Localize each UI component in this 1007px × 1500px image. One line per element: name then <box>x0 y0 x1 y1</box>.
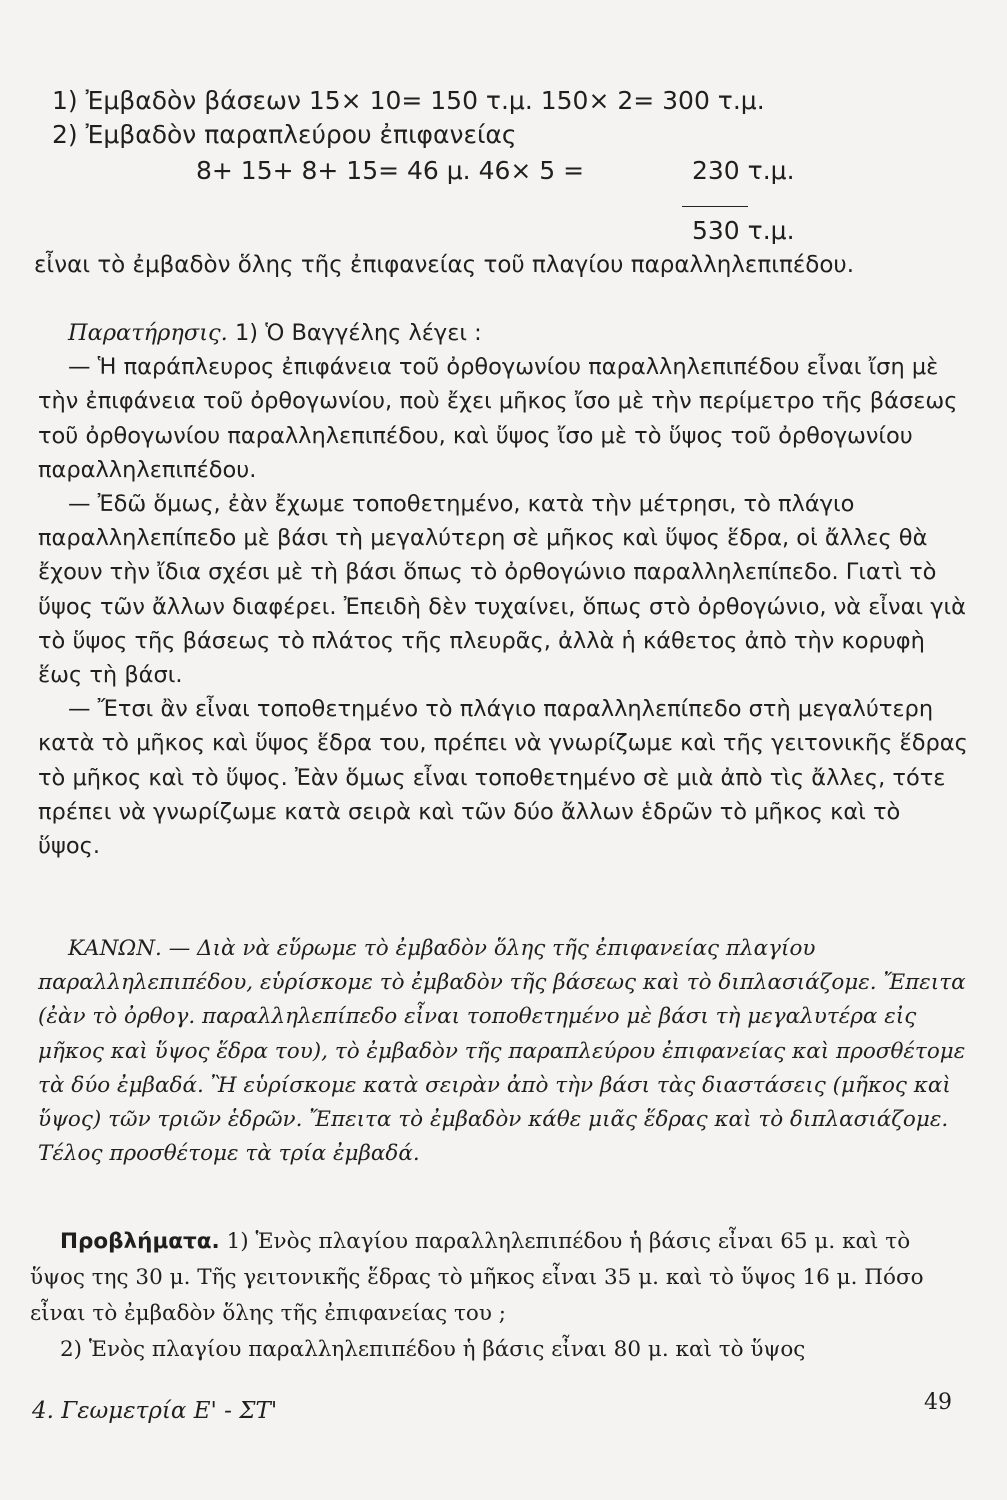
problem-1-line <box>30 1224 970 1332</box>
calc-line-1: 1) Ἐμβαδὸν βάσεων 15× 10= 150 τ.μ. 150× 2= 300 τ.μ. <box>52 86 765 115</box>
remarks-paragraph-2: — Ἐδῶ ὅμως, ἐὰν ἔχωμε τοποθετημένο, κατὰ τὴν μέτρησι, τὸ πλάγιο παραλληλεπίπεδο μὲ βάσι τὴ μεγαλύτερη σὲ μῆκος καὶ ὕψος ἕδρα, οἱ ἄλλες θὰ ἔχουν τὴν ἴδια σχέσι μὲ τὴ βάσι ὅπως τὸ ὀρθογώνιο παραλληλεπίπεδο. Γιατὶ τὸ ὕψος τῶν ἄλλων διαφέρει. Ἐπειδὴ δὲν τυχαίνει, ὅπως στὸ ὀρθογώνιο, νὰ εἶναι γιὰ τὸ ὕψος τῆς βάσεως τὸ πλάτος τῆς πλευρᾶς, ἀλλὰ ἡ κάθετος ἀπὸ τὴν κορυφὴ ἕως τὴ βάσι. <box>38 491 966 689</box>
calc-line-3-result: 230 τ.μ. <box>692 156 795 185</box>
calc-total: 530 τ.μ. <box>692 216 795 245</box>
remarks-heading: Παρατήρησις. <box>68 320 228 346</box>
problem-2: 2) Ἑνὸς πλαγίου παραλληλεπιπέδου ἡ βάσις εἶναι 80 μ. καὶ τὸ ὕψος <box>60 1337 806 1362</box>
page-number: 49 <box>924 1390 952 1415</box>
problems-heading: Προβλήματα. <box>60 1229 220 1254</box>
rule-section <box>38 932 968 1171</box>
remarks-paragraph-1: — Ἡ παράπλευρος ἐπιφάνεια τοῦ ὀρθογωνίου παραλληλεπιπέδου εἶναι ἴση μὲ τὴν ἐπιφάνεια τοῦ ὀρθογωνίου, ποὺ ἔχει μῆκος ἴσο μὲ τὴν περίμετρο τῆς βάσεως τοῦ ὀρθογωνίου παραλληλεπιπέδου, καὶ ὕψος ἴσο μὲ τὸ ὕψος τοῦ ὀρθογωνίου παραλληλεπιπέδου. <box>38 354 958 483</box>
problem-1: 1) Ἑνὸς πλαγίου παραλληλεπιπέδου ἡ βάσις εἶναι 65 μ. καὶ τὸ ὕψος της 30 μ. Τῆς γειτονικῆς ἕδρας τὸ μῆκος εἶναι 35 μ. καὶ τὸ ὕψος 16 μ. Πόσο εἶναι τὸ ἐμβαδὸν ὅλης τῆς ἐπιφανείας του ; <box>30 1229 924 1326</box>
remarks-intro-line <box>38 316 968 350</box>
problems-section <box>30 1224 970 1368</box>
signature-mark: 4. Γεωμετρία Ε' - ΣΤ' <box>32 1398 278 1424</box>
sum-rule <box>682 206 748 207</box>
remarks-intro: 1) Ὁ Βαγγέλης λέγει : <box>234 320 482 346</box>
calc-line-2: 2) Ἐμβαδὸν παραπλεύρου ἐπιφανείας <box>52 120 517 149</box>
calc-line-3: 8+ 15+ 8+ 15= 46 μ. 46× 5 = <box>196 156 585 185</box>
remarks-section <box>38 316 968 863</box>
rule-text: ΚΑΝΩΝ. — Διὰ νὰ εὕρωμε τὸ ἐμβαδὸν ὅλης τῆς ἐπιφανείας πλαγίου παραλληλεπιπέδου, εὑρίσκομε τὸ ἐμβαδὸν τῆς βάσεως καὶ τὸ διπλασιάζομε. Ἔπειτα (ἐὰν τὸ ὀρθογ. παραλληλεπίπεδο εἶναι τοποθετημένο μὲ βάσι τὴ μεγαλυτέρα εἰς μῆκος καὶ ὕψος ἕδρα του), τὸ ἐμβαδὸν τῆς παραπλεύρου ἐπιφανείας καὶ προσθέτομε τὰ δύο ἐμβαδά. Ἢ εὑρίσκομε κατὰ σειρὰν ἀπὸ τὴν βάσι τὰς διαστάσεις (μῆκος καὶ ὕψος) τῶν τριῶν ἑδρῶν. Ἔπειτα τὸ ἐμβαδὸν κάθε μιᾶς ἕδρας καὶ τὸ διπλασιάζομε. Τέλος προσθέτομε τὰ τρία ἐμβαδά. <box>38 936 966 1167</box>
calc-conclusion: εἶναι τὸ ἐμβαδὸν ὅλης τῆς ἐπιφανείας τοῦ πλαγίου παραλληλεπιπέδου. <box>34 252 855 278</box>
remarks-paragraph-3: — Ἔτσι ἂν εἶναι τοποθετημένο τὸ πλάγιο παραλληλεπίπεδο στὴ μεγαλύτερη κατὰ τὸ μῆκος καὶ ὕψος ἕδρα του, πρέπει νὰ γνωρίζωμε καὶ τῆς γειτονικῆς ἕδρας τὸ μῆκος καὶ τὸ ὕψος. Ἐὰν ὅμως εἶναι τοποθετημένο σὲ μιὰ ἀπὸ τὶς ἄλλες, τότε πρέπει νὰ γνωρίζωμε κατὰ σειρὰ καὶ τῶν δύο ἄλλων ἑδρῶν τὸ μῆκος καὶ τὸ ὕψος. <box>38 696 968 860</box>
